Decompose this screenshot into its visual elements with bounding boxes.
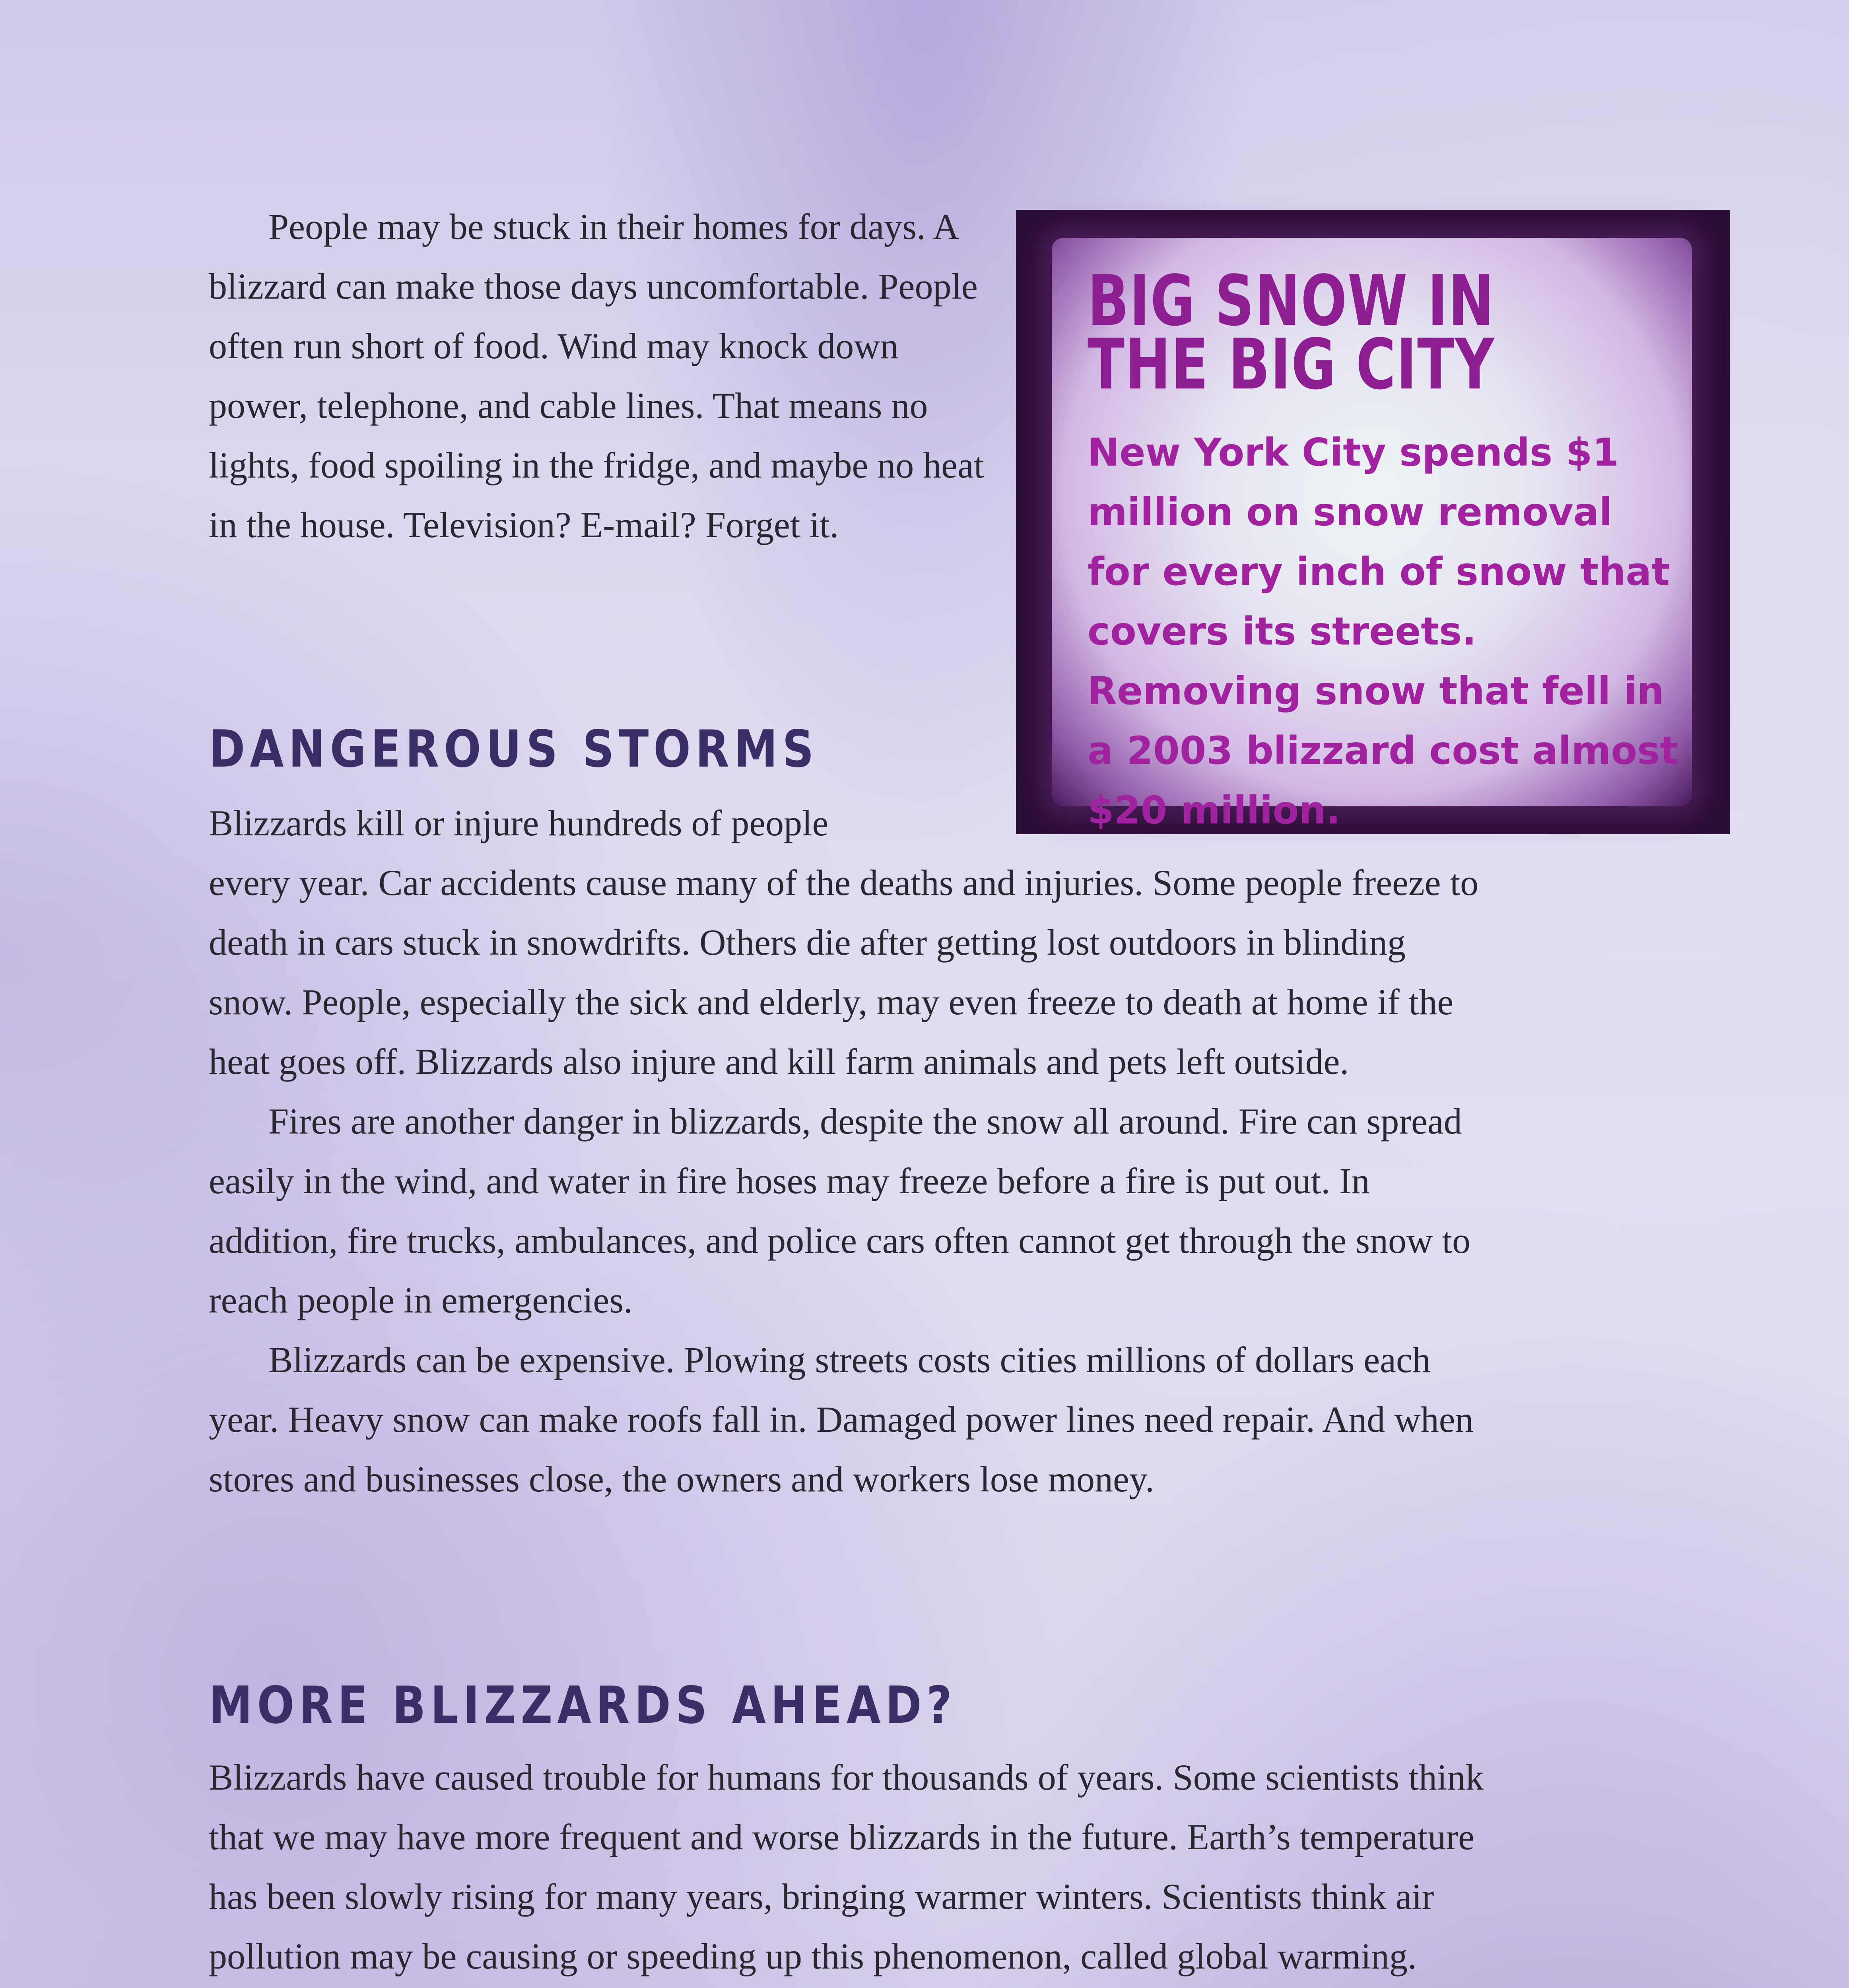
sidebar-text: New York City spends $1 million on snow removal for every inch of snow that covers its streets. Removing snow that fell in a 2003 blizzard cost almost $20 million. bbox=[1088, 430, 1678, 833]
dangerous-storms-body bbox=[209, 853, 1481, 1509]
intro-paragraph: People may be stuck in their homes for days. A blizzard can make those days uncomfortable. People often run short of food. Wind may knock down power, telephone, and cable lines. That means no lights, food spoiling in the fridge, and maybe no heat in the house. Television? E-mail? Forget it. bbox=[209, 206, 984, 545]
sidebar-box bbox=[1016, 210, 1730, 834]
dangerous-storms-paragraph-3: Blizzards can be expensive. Plowing streets costs cities millions of dollars each year. Heavy snow can make roofs fall in. Damaged power lines need repair. And when stores and businesses close, the owners and workers lose money. bbox=[209, 1340, 1474, 1499]
more-blizzards-paragraph: Blizzards have caused trouble for humans for thousands of years. Some scientists think that we may have more frequent and worse blizzards in the future. Earth’s temperature has been slowly rising for many years, bringing warmer winters. Scientists think air pollution may be causing or speeding up this phenomenon, called global warming. bbox=[209, 1757, 1484, 1976]
dangerous-storms-first-line: Blizzards kill or injure hundreds of people bbox=[209, 803, 829, 843]
section-heading-dangerous-storms: DANGEROUS STORMS bbox=[209, 720, 819, 779]
dangerous-storms-paragraph-2: Fires are another danger in blizzards, despite the snow all around. Fire can spread easily in the wind, and water in fire hoses may freeze before a fire is put out. In addition, fire trucks, ambulances, and police cars often cannot get through the snow to reach people in emergencies. bbox=[209, 1101, 1471, 1320]
dangerous-storms-paragraph-1: every year. Car accidents cause many of the deaths and injuries. Some people freeze to death in cars stuck in snowdrifts. Others die after getting lost outdoors in blinding snow. People, especially the sick and elderly, may even freeze to death at home if the heat goes off. Blizzards also injure and kill farm animals and pets left outside. bbox=[209, 862, 1479, 1082]
section-heading-more-blizzards: MORE BLIZZARDS AHEAD? bbox=[209, 1676, 957, 1735]
sidebar-title: BIG SNOW IN THE BIG CITY bbox=[1088, 261, 1495, 405]
